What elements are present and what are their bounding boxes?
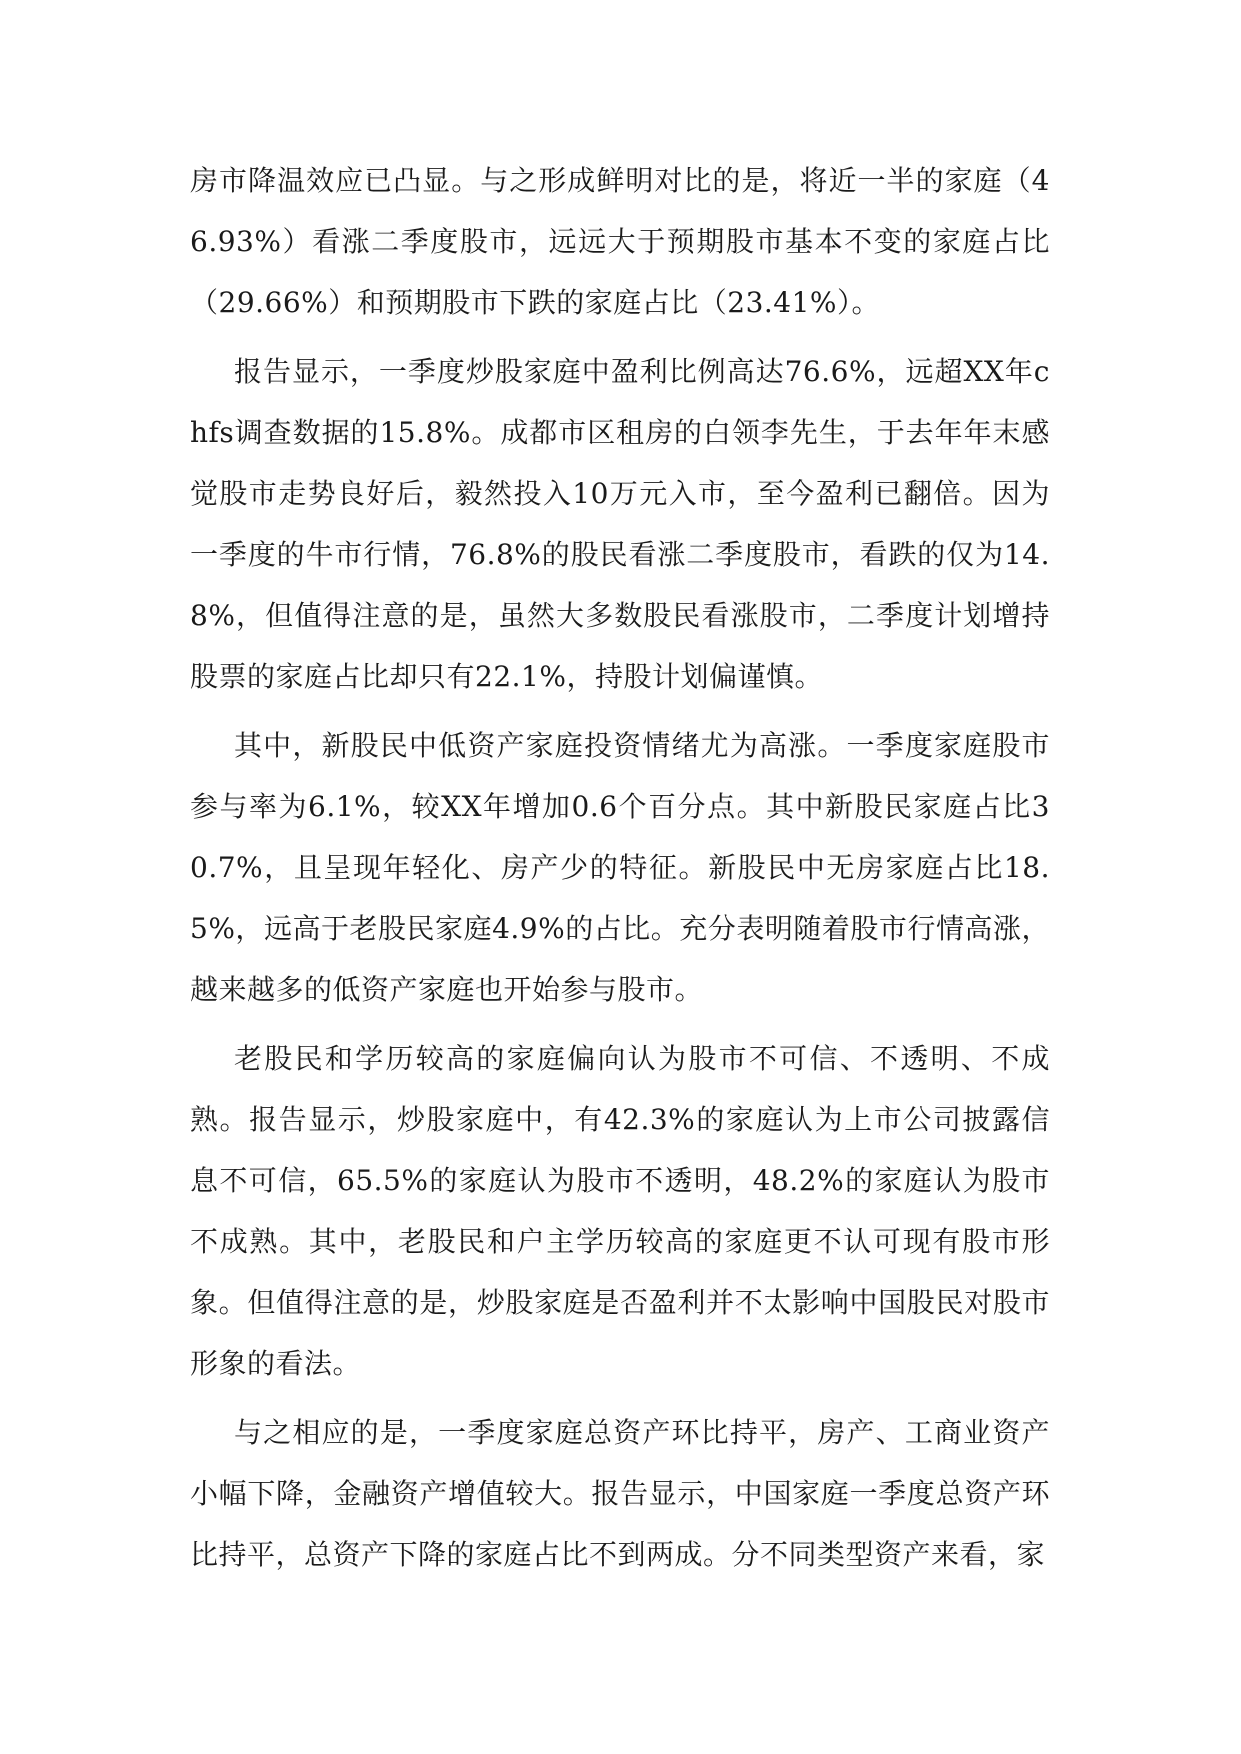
paragraph-3: 其中，新股民中低资产家庭投资情绪尤为高涨。一季度家庭股市参与率为6.1%，较XX年增加0.6个百分点。其中新股民家庭占比30.7%，且呈现年轻化、房产少的特征。新股民中无房家庭占比18.5%，远高于老股民家庭4.9%的占比。充分表明随着股市行情高涨，越来越多的低资产家庭也开始参与股市。 — [190, 729, 1050, 1006]
paragraph-5: 与之相应的是，一季度家庭总资产环比持平，房产、工商业资产小幅下降，金融资产增值较大。报告显示，中国家庭一季度总资产环比持平，总资产下降的家庭占比不到两成。分不同类型资产来看，家 — [190, 1416, 1050, 1571]
paragraph-1: 房市降温效应已凸显。与之形成鲜明对比的是，将近一半的家庭（46.93%）看涨二季度股市，远远大于预期股市基本不变的家庭占比（29.66%）和预期股市下跌的家庭占比（23.41%）。 — [190, 164, 1050, 319]
paragraph-4: 老股民和学历较高的家庭偏向认为股市不可信、不透明、不成熟。报告显示，炒股家庭中，有42.3%的家庭认为上市公司披露信息不可信，65.5%的家庭认为股市不透明，48.2%的家庭认为股市不成熟。其中，老股民和户主学历较高的家庭更不认可现有股市形象。但值得注意的是，炒股家庭是否盈利并不太影响中国股民对股市形象的看法。 — [190, 1042, 1050, 1380]
document-body — [190, 150, 1050, 1585]
paragraph-2: 报告显示，一季度炒股家庭中盈利比例高达76.6%，远超XX年chfs调查数据的15.8%。成都市区租房的白领李先生，于去年年末感觉股市走势良好后，毅然投入10万元入市，至今盈利已翻倍。因为一季度的牛市行情，76.8%的股民看涨二季度股市，看跌的仅为14.8%，但值得注意的是，虽然大多数股民看涨股市，二季度计划增持股票的家庭占比却只有22.1%，持股计划偏谨慎。 — [190, 355, 1050, 693]
